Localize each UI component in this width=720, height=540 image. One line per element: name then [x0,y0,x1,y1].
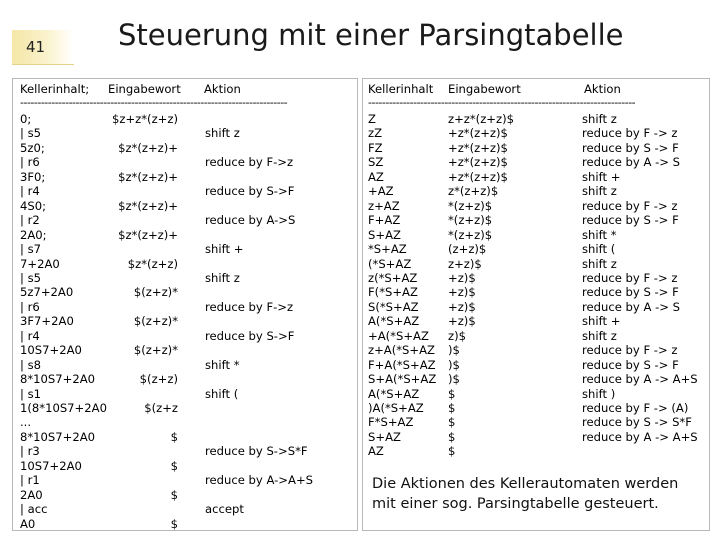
right-stack-cell: +AZ [368,184,394,199]
right-action-cell: shift z [582,184,617,199]
right-stack-cell: (*S+AZ [368,256,412,271]
right-input-cell: +z*(z+z)$ [448,155,508,170]
right-stack-cell: F(*S+AZ [368,285,418,300]
left-stack-cell: ... [20,415,32,430]
right-stack-cell: AZ [368,169,384,184]
left-action-cell: reduce by A->S [205,213,296,228]
right-input-cell: (z+z)$ [448,242,487,257]
left-stack-cell: 0; [20,112,32,126]
right-stack-cell: zZ [368,126,383,141]
left-stack-cell: | s5 [20,270,42,285]
left-action-cell: shift ( [205,386,239,401]
right-action-cell: shift + [582,169,621,184]
left-stack-cell: | acc [20,502,48,517]
left-stack-cell: 2A0 [20,487,43,502]
right-stack-cell: z+A(*S+AZ [368,343,435,358]
right-action-cell: reduce by A -> S [582,155,681,170]
left-stack-cell: 5z0; [20,140,45,155]
right-action-cell: reduce by A -> S [582,299,681,314]
left-stack-cell: | s1 [20,386,42,401]
left-stack-cell: 8*10S7+2A0 [20,372,96,387]
right-stack-cell: SZ [368,155,384,170]
left-stack-cell: | r4 [20,184,40,199]
right-stack-cell: S(*S+AZ [368,299,419,314]
right-stack-cell: Z [368,112,376,126]
right-action-cell: reduce by S -> F [582,213,679,228]
left-stack-cell: 1(8*10S7+2A0 [20,401,107,415]
right-action-cell: shift z [582,328,617,343]
left-stack-cell: | r6 [20,155,40,170]
left-action-cell: reduce by S->S*F [205,444,308,459]
right-action-cell: reduce by F -> (A) [582,401,689,415]
right-action-cell: reduce by A -> A+S [582,372,698,387]
right-stack-cell: FZ [368,140,383,155]
right-header-input: Eingabewort [448,82,521,96]
right-input-cell: $ [448,429,456,444]
right-input-cell: $ [448,415,456,430]
left-stack-cell: 5z7+2A0 [20,285,74,300]
right-input-cell: )$ [448,372,460,387]
left-stack-cell: 2A0; [20,227,47,242]
right-input-cell: $ [448,401,456,415]
right-input-cell: $ [448,386,456,401]
left-action-cell: reduce by S->F [205,328,295,343]
left-header-input: Eingabewort [108,82,181,96]
right-input-cell: +z*(z+z)$ [448,140,508,155]
right-action-cell: reduce by A -> A+S [582,429,698,444]
left-action-cell: reduce by F->z [205,299,294,314]
left-stack-cell: 7+2A0 [20,256,60,271]
right-stack-cell: AZ [368,444,384,459]
right-stack-cell: S+AZ [368,429,401,444]
right-input-cell: +z)$ [448,314,476,329]
left-action-cell: shift + [205,242,244,257]
right-input-cell: *(z+z)$ [448,213,493,228]
right-input-cell: +z)$ [448,270,476,285]
right-action-cell: shift z [582,256,617,271]
left-stack-cell: 10S7+2A0 [20,343,82,358]
left-action-cell: reduce by F->z [205,155,294,170]
slide-title: Steuerung mit einer Parsingtabelle [118,18,624,52]
right-stack-cell: F+AZ [368,213,401,228]
right-stack-cell: z+AZ [368,198,400,213]
left-header-stack: Kellerinhalt; [20,82,90,96]
left-stack-cell: | s8 [20,357,42,372]
page-number-badge [12,30,74,65]
left-stack-cell: 3F0; [20,169,46,184]
right-action-cell: reduce by F -> z [582,343,678,358]
left-separator: ----------------------------------------------------------------------------- [20,96,288,109]
right-input-cell: )$ [448,357,460,372]
right-input-cell: +z*(z+z)$ [448,169,508,184]
left-stack-cell: 4S0; [20,198,47,213]
right-header-stack: Kellerinhalt [368,82,434,96]
right-stack-cell: )A(*S+AZ [368,401,424,415]
right-input-cell: $ [448,444,456,459]
right-action-cell: reduce by S -> S*F [582,415,692,430]
right-action-cell: reduce by S -> F [582,140,679,155]
right-input-cell: +z)$ [448,299,476,314]
left-stack-cell: | r3 [20,444,40,459]
right-stack-cell: A(*S+AZ [368,314,420,329]
right-action-cell: shift * [582,227,617,242]
left-stack-cell: | r1 [20,473,40,488]
right-stack-cell: A(*S+AZ [368,386,420,401]
left-action-cell: shift z [205,126,240,141]
explanation-note: Die Aktionen des Kellerautomaten werden mit einer sog. Parsingtabelle gesteuert. [372,476,679,512]
right-separator: ----------------------------------------------------------------------------- [368,96,636,109]
right-input-cell: *(z+z)$ [448,227,493,242]
left-action-cell: reduce by A->A+S [205,473,314,488]
right-action-cell: reduce by S -> F [582,285,679,300]
left-stack-cell: A0 [20,516,36,531]
left-stack-cell: | s5 [20,126,42,141]
left-stack-cell: | r2 [20,213,40,228]
right-header-action: Aktion [584,82,621,96]
page-number: 41 [26,38,46,56]
right-stack-cell: *S+AZ [368,242,407,257]
left-action-cell: accept [205,502,244,517]
right-input-cell: z+z*(z+z)$ [448,112,514,126]
right-input-cell: z+z)$ [448,256,482,271]
right-input-cell: z*(z+z)$ [448,184,499,199]
right-action-cell: shift ( [582,242,616,257]
left-stack-cell: 8*10S7+2A0 [20,429,96,444]
right-stack-cell: F*S+AZ [368,415,414,430]
right-action-cell: reduce by F -> z [582,126,678,141]
left-action-cell: shift * [205,357,240,372]
left-header-action: Aktion [204,82,241,96]
left-stack-cell: | s7 [20,242,42,257]
right-stack-cell: S+AZ [368,227,401,242]
right-stack-cell: z(*S+AZ [368,270,418,285]
right-input-cell: z)$ [448,328,466,343]
right-input-cell: +z*(z+z)$ [448,126,508,141]
right-stack-cell: +A(*S+AZ [368,328,429,343]
right-input-cell: *(z+z)$ [448,198,493,213]
right-input-cell: )$ [448,343,460,358]
left-stack-cell: 10S7+2A0 [20,458,82,473]
left-stack-cell: | r6 [20,299,40,314]
right-input-cell: +z)$ [448,285,476,300]
right-action-cell: shift ) [582,386,616,401]
right-action-cell: reduce by S -> F [582,357,679,372]
right-action-cell: shift z [582,112,617,126]
right-action-cell: reduce by F -> z [582,270,678,285]
left-action-cell: shift z [205,270,240,285]
left-action-cell: reduce by S->F [205,184,295,199]
right-stack-cell: S+A(*S+AZ [368,372,437,387]
left-stack-cell: | r4 [20,328,40,343]
left-stack-cell: 3F7+2A0 [20,314,74,329]
right-action-cell: reduce by F -> z [582,198,678,213]
right-action-cell: shift + [582,314,621,329]
right-stack-cell: F+A(*S+AZ [368,357,436,372]
